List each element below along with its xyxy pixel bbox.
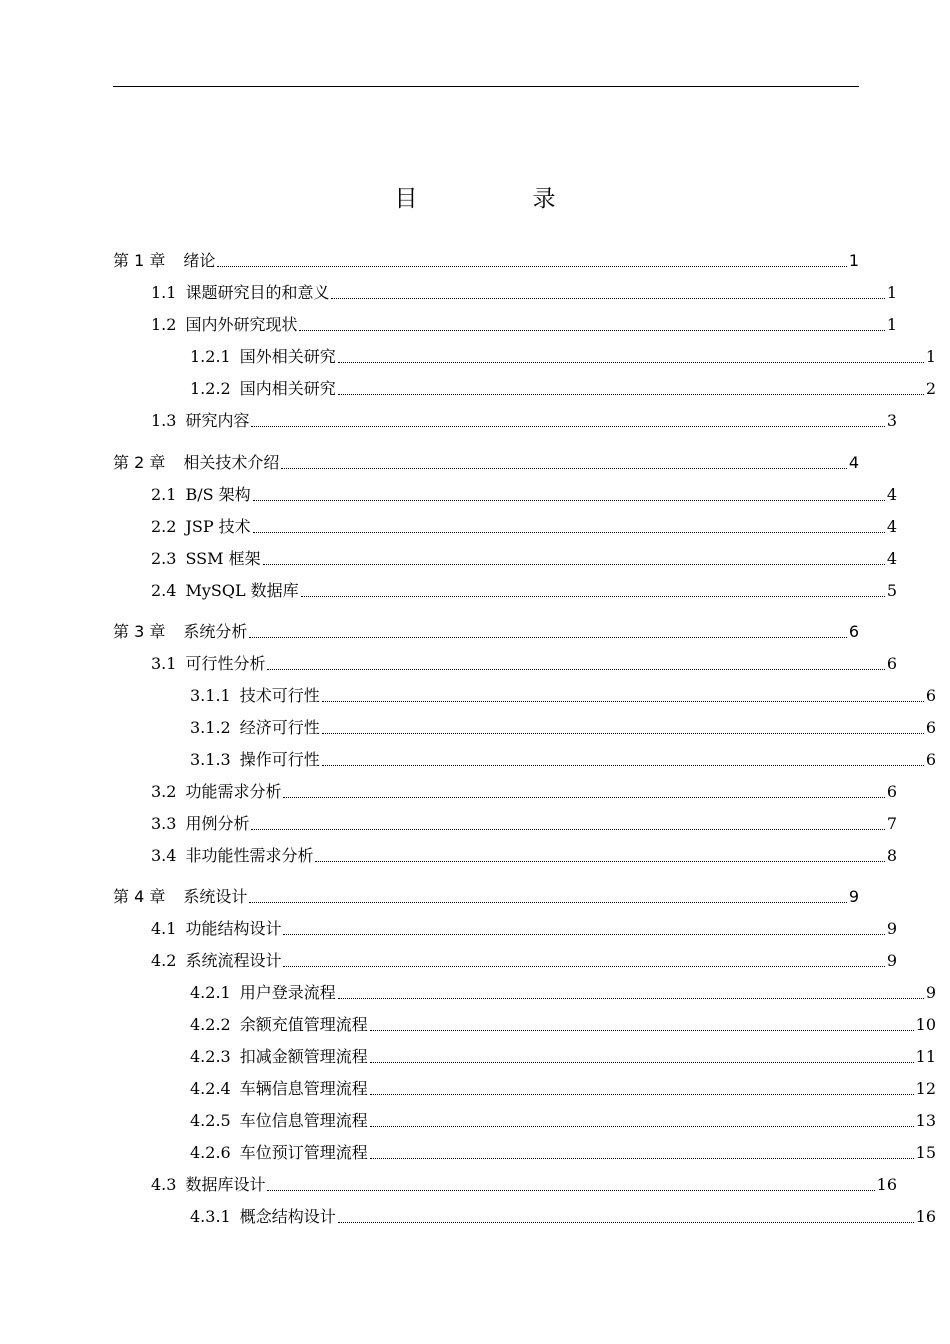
- toc-entry[interactable]: [113, 950, 897, 972]
- toc-entry-page-number: 1: [848, 251, 859, 270]
- toc-entry-text: B/S 架构: [185, 485, 251, 504]
- toc-entry-text: 数据库设计: [185, 1175, 266, 1194]
- dot-leader: [267, 669, 884, 670]
- toc-entry-page-number: 6: [886, 782, 897, 801]
- toc-entry-label: [151, 282, 329, 304]
- toc-entry-page-number: 6: [886, 654, 897, 673]
- dot-leader: [370, 1030, 914, 1031]
- toc-entry-text: 非功能性需求分析: [185, 846, 314, 865]
- toc-entry-text: 车位信息管理流程: [239, 1111, 368, 1130]
- toc-entry-label: [190, 1078, 368, 1100]
- toc-entry[interactable]: [113, 653, 897, 675]
- toc-entry-page-number: 6: [925, 718, 936, 737]
- toc-entry-text: 可行性分析: [185, 654, 266, 673]
- toc-entry-page-number: 4: [848, 453, 859, 472]
- dot-leader: [251, 829, 884, 830]
- toc-entry-label: [151, 580, 299, 602]
- toc-entry-text: 国内相关研究: [239, 379, 336, 398]
- toc-entry-label: [190, 1014, 368, 1036]
- dot-leader: [331, 298, 884, 299]
- toc-entry-label: [151, 653, 265, 675]
- toc-entry-page-number: 1: [886, 315, 897, 334]
- toc-entry[interactable]: [113, 621, 859, 643]
- toc-entry-label: [151, 548, 261, 570]
- toc-entry-label: [151, 813, 249, 835]
- toc-entry-page-number: 9: [886, 919, 897, 938]
- toc-entry-page-number: 11: [915, 1047, 936, 1066]
- toc-entry-label: [151, 314, 297, 336]
- toc-entry[interactable]: [113, 845, 897, 867]
- toc-entry-number: 1.1: [151, 283, 177, 302]
- toc-entry-label: [190, 685, 320, 707]
- toc-entry-label: [113, 452, 279, 474]
- toc-entry-label: [151, 918, 281, 940]
- dot-leader: [322, 765, 924, 766]
- toc-entry[interactable]: [113, 918, 897, 940]
- dot-leader: [338, 394, 924, 395]
- toc-entry-number: 第 1 章: [113, 251, 166, 270]
- toc-entry-number: 4.2.4: [190, 1079, 231, 1098]
- toc-entry[interactable]: [113, 452, 859, 474]
- toc-entry[interactable]: [113, 484, 897, 506]
- toc-entry-number: 1.3: [151, 411, 177, 430]
- dot-leader: [217, 266, 846, 267]
- toc-entry[interactable]: [113, 516, 897, 538]
- toc-entry-number: 第 4 章: [113, 887, 166, 906]
- toc-entry-text: 车辆信息管理流程: [239, 1079, 368, 1098]
- toc-entry-number: 4.2.1: [190, 983, 231, 1002]
- toc-entry-page-number: 13: [915, 1111, 936, 1130]
- toc-entry-label: [151, 484, 251, 506]
- toc-entry-text: 国内外研究现状: [185, 315, 298, 334]
- toc-entry-label: [190, 346, 336, 368]
- toc-entry[interactable]: [113, 1174, 897, 1196]
- toc-entry[interactable]: [113, 410, 897, 432]
- toc-entry-number: 4.3.1: [190, 1207, 231, 1226]
- toc-entry-text: 技术可行性: [239, 686, 320, 705]
- toc-entry-number: 第 3 章: [113, 622, 166, 641]
- dot-leader: [338, 362, 924, 363]
- toc-entry-page-number: 1: [886, 283, 897, 302]
- toc-entry[interactable]: [113, 1014, 936, 1036]
- toc-entry[interactable]: [113, 378, 936, 400]
- toc-entry-page-number: 1: [925, 347, 936, 366]
- toc-entry[interactable]: [113, 717, 936, 739]
- toc-entry-text: SSM 框架: [185, 549, 261, 568]
- toc-entry-text: JSP 技术: [185, 517, 251, 536]
- dot-leader: [283, 797, 884, 798]
- toc-entry-text: 概念结构设计: [239, 1207, 336, 1226]
- toc-entry-number: 3.4: [151, 846, 177, 865]
- dot-leader: [251, 426, 884, 427]
- toc-entry-label: [151, 845, 313, 867]
- toc-entry-page-number: 9: [886, 951, 897, 970]
- toc-entry-text: 系统设计: [183, 887, 248, 906]
- toc-entry[interactable]: [113, 580, 897, 602]
- toc-entry-page-number: 5: [886, 581, 897, 600]
- dot-leader: [253, 500, 885, 501]
- toc-entry-number: 4.3: [151, 1175, 177, 1194]
- toc-entry-text: 用例分析: [185, 814, 250, 833]
- toc-entry-page-number: 6: [925, 750, 936, 769]
- toc-entry-number: 2.2: [151, 517, 177, 536]
- toc-entry-text: 绪论: [183, 251, 216, 270]
- toc-entry-number: 4.2: [151, 951, 177, 970]
- toc-entry-text: 余额充值管理流程: [239, 1015, 368, 1034]
- dot-leader: [267, 1190, 874, 1191]
- toc-entry-label: [190, 1142, 368, 1164]
- toc-entry[interactable]: [113, 1110, 936, 1132]
- toc-entry-page-number: 9: [848, 887, 859, 906]
- toc-entry[interactable]: [113, 250, 859, 272]
- toc-entry-label: [151, 516, 251, 538]
- toc-entry-page-number: 6: [848, 622, 859, 641]
- toc-entry-page-number: 16: [915, 1207, 936, 1226]
- toc-entry-text: 相关技术介绍: [183, 453, 280, 472]
- header-rule: [113, 86, 859, 87]
- toc-entry-text: 研究内容: [185, 411, 250, 430]
- toc-entry-page-number: 4: [886, 549, 897, 568]
- toc-entry-label: [113, 621, 247, 643]
- toc-entry-number: 1.2.1: [190, 347, 231, 366]
- toc-entry-text: 车位预订管理流程: [239, 1143, 368, 1162]
- toc-entry-number: 第 2 章: [113, 453, 166, 472]
- toc-entry[interactable]: [113, 886, 859, 908]
- toc-entry-text: 操作可行性: [239, 750, 320, 769]
- toc-entry-text: 国外相关研究: [239, 347, 336, 366]
- toc-entry-page-number: 10: [915, 1015, 936, 1034]
- toc-entry-text: 功能结构设计: [185, 919, 282, 938]
- toc-entry-number: 1.2.2: [190, 379, 231, 398]
- toc-entry[interactable]: [113, 1078, 936, 1100]
- dot-leader: [338, 1222, 914, 1223]
- toc-entry-number: 3.1.3: [190, 750, 231, 769]
- toc-entry-number: 3.1.2: [190, 718, 231, 737]
- toc-entry[interactable]: [113, 813, 897, 835]
- toc-entry-label: [151, 950, 281, 972]
- toc-entry-page-number: 7: [886, 814, 897, 833]
- toc-entry[interactable]: [113, 982, 936, 1004]
- toc-entry-number: 3.1.1: [190, 686, 231, 705]
- toc-entry-number: 3.1: [151, 654, 177, 673]
- toc-entry-number: 4.2.3: [190, 1047, 231, 1066]
- toc-entry-page-number: 9: [925, 983, 936, 1002]
- toc-entry-number: 3.3: [151, 814, 177, 833]
- toc-entry-page-number: 2: [925, 379, 936, 398]
- dot-leader: [370, 1062, 914, 1063]
- dot-leader: [322, 701, 924, 702]
- page-title: 目 录: [394, 186, 602, 212]
- toc-entry-text: 系统流程设计: [185, 951, 282, 970]
- toc-entry-page-number: 6: [925, 686, 936, 705]
- toc-entry-page-number: 16: [876, 1175, 897, 1194]
- toc-entry-text: MySQL 数据库: [185, 581, 299, 600]
- dot-leader: [301, 596, 885, 597]
- toc-entry-page-number: 4: [886, 485, 897, 504]
- toc-entry-label: [190, 717, 320, 739]
- toc-entry-number: 2.4: [151, 581, 177, 600]
- toc-entry-number: 4.1: [151, 919, 177, 938]
- dot-leader: [249, 902, 846, 903]
- toc-entry-page-number: 3: [886, 411, 897, 430]
- toc-entry-label: [190, 1206, 336, 1228]
- toc-entry-label: [190, 749, 320, 771]
- toc-entry-text: 功能需求分析: [185, 782, 282, 801]
- dot-leader: [370, 1126, 914, 1127]
- toc-entry[interactable]: [113, 346, 936, 368]
- toc-entry-page-number: 4: [886, 517, 897, 536]
- dot-leader: [253, 532, 885, 533]
- toc-entry-number: 1.2: [151, 315, 177, 334]
- dot-leader: [283, 966, 884, 967]
- toc-entry[interactable]: [113, 1206, 936, 1228]
- toc-entry[interactable]: [113, 1142, 936, 1164]
- dot-leader: [299, 330, 884, 331]
- toc-entry-text: 经济可行性: [239, 718, 320, 737]
- toc-entry-text: 系统分析: [183, 622, 248, 641]
- toc-entry[interactable]: [113, 314, 897, 336]
- toc-entry[interactable]: [113, 749, 936, 771]
- toc-entry-number: 2.3: [151, 549, 177, 568]
- toc-entry-text: 用户登录流程: [239, 983, 336, 1002]
- toc-entry-number: 4.2.6: [190, 1143, 231, 1162]
- dot-leader: [249, 637, 846, 638]
- toc-entry-text: 课题研究目的和意义: [185, 283, 330, 302]
- toc-entry-label: [190, 1046, 368, 1068]
- toc-entry-label: [151, 781, 281, 803]
- toc-entry[interactable]: [113, 781, 897, 803]
- dot-leader: [281, 468, 846, 469]
- toc-entry-page-number: 8: [886, 846, 897, 865]
- toc-entry-label: [113, 886, 247, 908]
- toc-entry-number: 4.2.5: [190, 1111, 231, 1130]
- toc-entry[interactable]: [113, 685, 936, 707]
- toc-entry-number: 2.1: [151, 485, 177, 504]
- toc-entry-label: [190, 982, 336, 1004]
- toc-entry-label: [113, 250, 215, 272]
- toc-entry-label: [190, 1110, 368, 1132]
- toc-entry-label: [151, 410, 249, 432]
- toc-entry-label: [151, 1174, 265, 1196]
- toc-entry-page-number: 12: [915, 1079, 936, 1098]
- dot-leader: [315, 861, 884, 862]
- toc-entry-number: 4.2.2: [190, 1015, 231, 1034]
- toc-entry[interactable]: [113, 1046, 936, 1068]
- dot-leader: [283, 934, 884, 935]
- toc-entry[interactable]: [113, 548, 897, 570]
- dot-leader: [370, 1094, 914, 1095]
- dot-leader: [370, 1158, 914, 1159]
- toc-entry-label: [190, 378, 336, 400]
- dot-leader: [263, 564, 885, 565]
- dot-leader: [322, 733, 924, 734]
- toc-entry-number: 3.2: [151, 782, 177, 801]
- toc-entry-text: 扣减金额管理流程: [239, 1047, 368, 1066]
- dot-leader: [338, 998, 924, 999]
- toc-entry-page-number: 15: [915, 1143, 936, 1162]
- toc-entry[interactable]: [113, 282, 897, 304]
